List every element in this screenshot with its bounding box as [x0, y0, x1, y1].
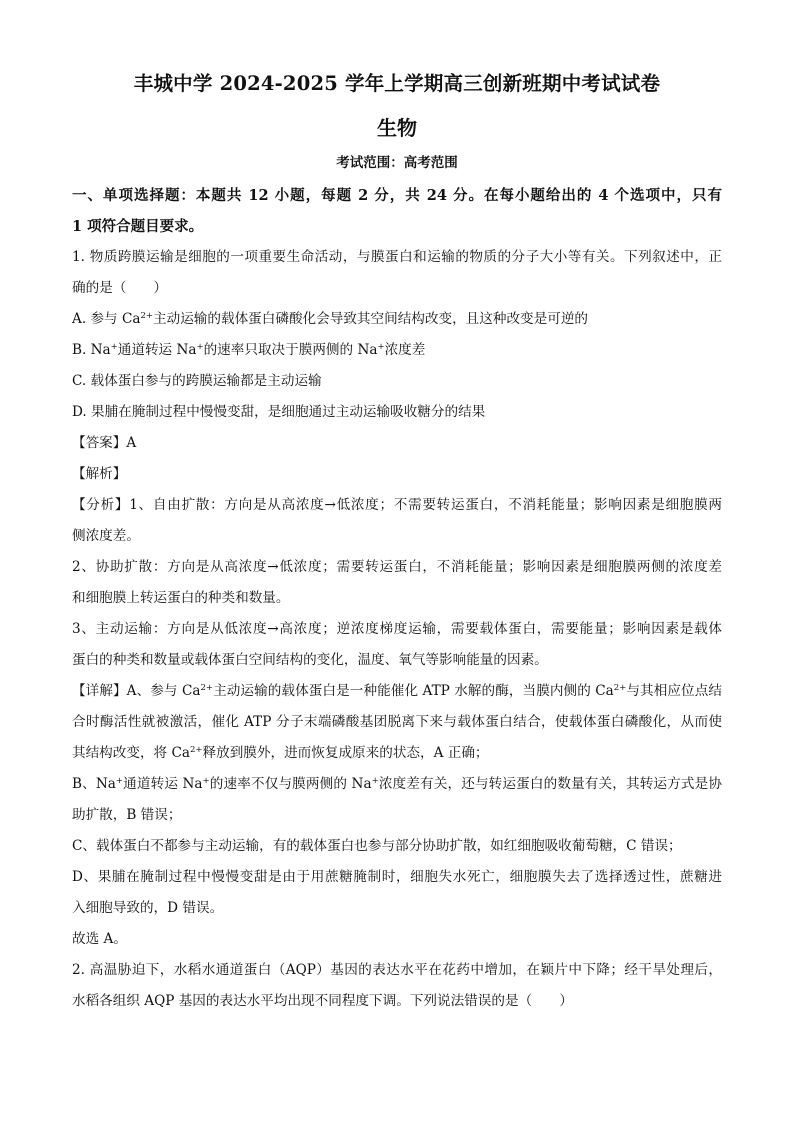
detail-b-line2: 助扩散，B 错误；: [72, 807, 182, 823]
detail-b-line1: B、Na+通道转运 Na+的速率不仅与膜两侧的 Na+浓度差有关，还与转运蛋白的数量有关，其转运方式是协: [72, 776, 722, 792]
detail-d-line2: 入细胞导致的，D 错误。: [72, 900, 224, 916]
answer-label: 【答案】A: [72, 435, 137, 451]
conclusion: 故选 A。: [72, 931, 127, 947]
option-a: A. 参与 $Ca^{2+}$主动运输的载体蛋白磷酸化会导致其空间结构改变，且这种改变是可逆的: [72, 311, 589, 327]
option-d: D. 果脯在腌制过程中慢慢变甜，是细胞通过主动运输吸收糖分的结果: [72, 404, 486, 420]
exam-title: 丰城中学 2024-2025 学年上学期高三创新班期中考试试卷: [133, 72, 661, 95]
analysis-point-3-cont: 蛋白的种类和数量或载体蛋白空间结构的变化，温度、氧气等影响能量的因素。: [72, 652, 548, 668]
analysis-label: 【解析】: [72, 466, 127, 482]
detail-a-line3: 其结构改变，将 $Ca^{2+}$释放到膜外，进而恢复成原来的状态，A 正确；: [72, 745, 489, 761]
question-2-stem-cont: 水稻各组织 AQP 基因的表达水平均出现不同程度下调。下列说法错误的是（ ）: [72, 993, 573, 1009]
question-1-stem-cont: 确的是（ ）: [72, 280, 168, 296]
option-c: C. 载体蛋白参与的跨膜运输都是主动运输: [72, 373, 322, 389]
option-b: B. Na+通道转运 Na+的速率只取决于膜两侧的 Na+浓度差: [72, 342, 426, 358]
analysis-point-3: 3、主动运输：方向是从低浓度→高浓度；逆浓度梯度运输，需要载体蛋白，需要能量；影响因素是载体: [72, 621, 722, 637]
document-body: [72, 180, 722, 1017]
question-1-stem: 1. 物质跨膜运输是细胞的一项重要生命活动，与膜蛋白和运输的物质的分子大小等有关。下列叙述中，正: [72, 249, 722, 265]
subject-title: 生物: [377, 116, 417, 140]
section-heading-cont: 1 项符合题目要求。: [72, 218, 204, 235]
section-heading: 一、单项选择题：本题共 12 小题，每题 2 分，共 24 分。在每小题给出的 4 个选项中，只有: [72, 187, 722, 204]
analysis-point-1-cont: 侧浓度差。: [72, 528, 140, 544]
exam-scope: 考试范围：高考范围: [336, 155, 458, 171]
analysis-point-1: 【分析】1、自由扩散：方向是从高浓度→低浓度；不需要转运蛋白，不消耗能量；影响因素是细胞膜两: [72, 497, 722, 513]
detail-d-line1: D、果脯在腌制过程中慢慢变甜是由于用蔗糖腌制时，细胞失水死亡，细胞膜失去了选择透过性，蔗糖进: [72, 869, 722, 885]
analysis-point-2: 2、协助扩散：方向是从高浓度→低浓度；需要转运蛋白，不消耗能量；影响因素是细胞膜两侧的浓度差: [72, 559, 722, 575]
detail-a-line1: 【详解】A、参与 $Ca^{2+}$主动运输的载体蛋白是一种能催化 ATP 水解的酶，当膜内侧的 $Ca^{2+}$与其相应位点结: [72, 683, 722, 699]
question-2-stem: 2. 高温胁迫下，水稻水通道蛋白（AQP）基因的表达水平在花药中增加，在颖片中下降；经干旱处理后，: [72, 962, 722, 978]
detail-c: C、载体蛋白不都参与主动运输，有的载体蛋白也参与部分协助扩散，如红细胞吸收葡萄糖，C 错误；: [72, 838, 682, 854]
analysis-point-2-cont: 和细胞膜上转运蛋白的种类和数量。: [72, 590, 290, 606]
detail-a-line2: 合时酶活性就被激活，催化 ATP 分子末端磷酸基团脱离下来与载体蛋白结合，使载体蛋白磷酸化，从而使: [72, 714, 722, 730]
